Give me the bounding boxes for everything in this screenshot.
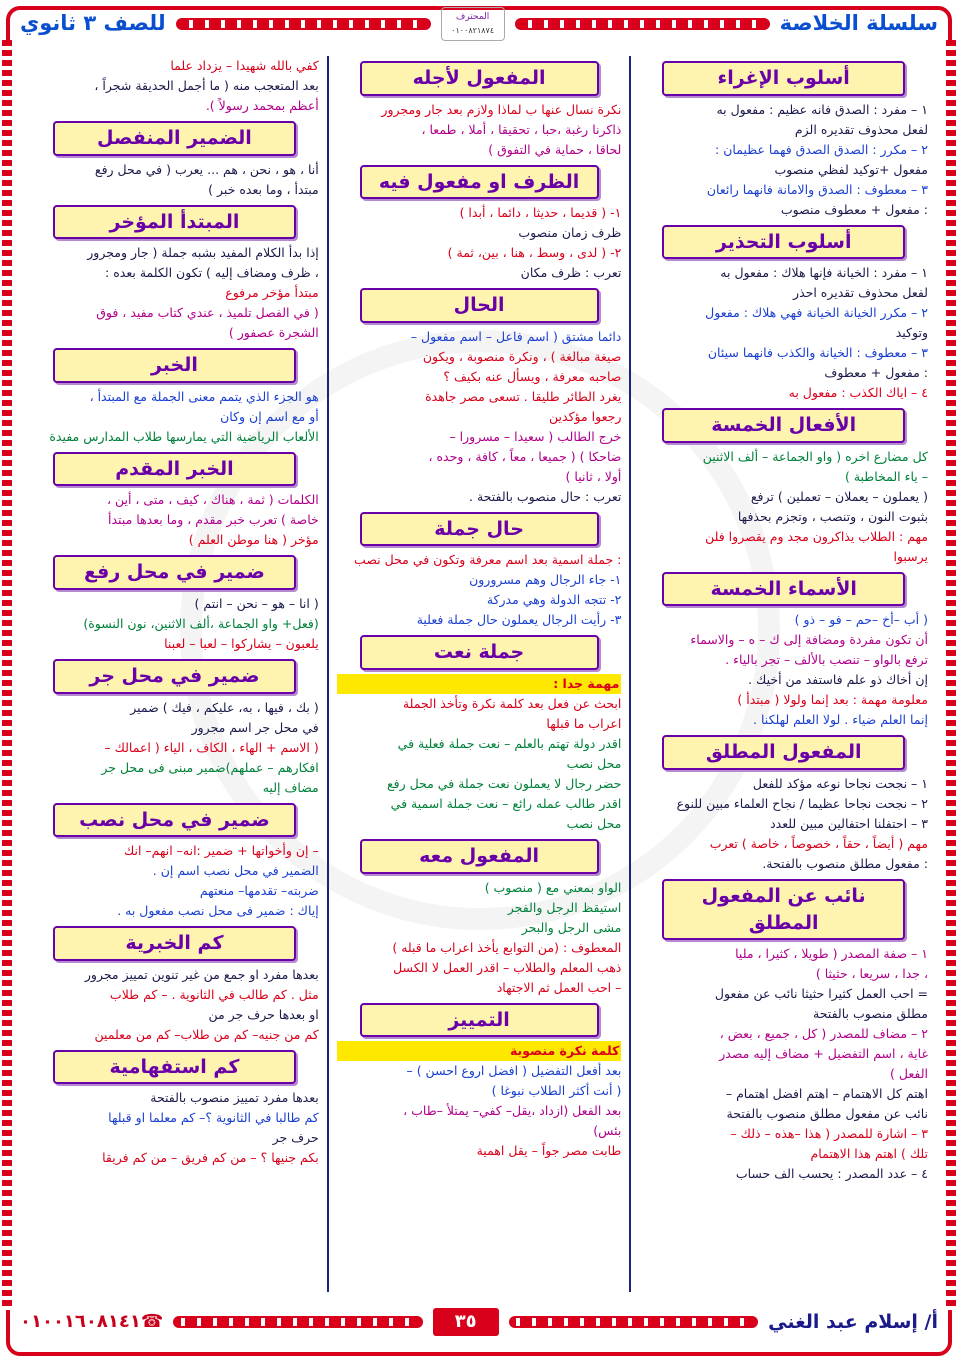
right-chain-border	[946, 40, 956, 1310]
footer-bar-left	[173, 1316, 422, 1328]
text-line: كم من جنيه– كم من طلاب– كم من معلمين	[94, 1026, 319, 1042]
text-line: الكلمات ( ثمة ، هناك ، كيف ، متى ، أين ،	[106, 492, 319, 508]
text-line: ٣ – معطوف : الصدق والامانة فانهما رائعان	[706, 181, 928, 197]
text-line: ١ – صفة المصدر ( طويلا ، كثيرا ، مليا	[735, 946, 928, 962]
section-title-dharf: الظرف او مفعول فيه	[360, 165, 599, 200]
text-line: مهم : الطلاب يذاكرون مجد وم يقصروا فلن	[705, 528, 928, 544]
text-line: تعرب : حال منصوب بالفتحة .	[469, 488, 622, 504]
text-line: بثبوت النون ، وتنصب ، وتجزم بحذفها	[737, 508, 928, 524]
footer-bar-right	[509, 1316, 758, 1328]
text-line: حرف جر	[272, 1130, 319, 1146]
important-note: مهمة جدا :	[337, 674, 622, 694]
text-line: رجعوا مؤكدين	[549, 408, 622, 424]
text-line: ٢ – نجحت نجاحا عظيما / نجاح العلماء مبين للنوع	[676, 795, 928, 811]
text-line: ( في الفصل تلميذ ، عندي كتاب مفيد ، فوق	[96, 305, 319, 321]
text-line: ١- ( قديما ، حديثا ، دائما ، أبدا )	[459, 205, 622, 221]
text-line: مفعول +توكيد لفظي منصوب	[774, 161, 928, 177]
text-line: – ياء المخاطبة )	[844, 468, 928, 484]
section-naat	[337, 674, 622, 834]
text-line: – إن وأخواتها + ضمير :انه– انهم– انك	[123, 843, 319, 859]
text-line: غاية ، اسم التفضيل + مضاف إليه مصدر	[719, 1046, 928, 1062]
text-line: كل مضارع اخره ( واو الجماعة – ألف الاثنين	[702, 448, 928, 464]
section-title-tahdheer: أسلوب التحذير	[662, 225, 904, 260]
text-line: لفعل محذوف تقديره احذر	[793, 285, 928, 301]
text-line: : مفعول + معطوف	[824, 365, 928, 381]
section-title-ighraa: أسلوب الإغراء	[662, 61, 904, 96]
page-footer	[20, 1304, 938, 1340]
text-line: اقدر دولة تهتم بالعلم – نعت جملة فعلية في	[397, 735, 622, 751]
text-line: ٢- ( لدى ، وسط ، هنا ، بين، ثمة )	[447, 245, 622, 261]
text-line: ٣ – اشارة للمصدر ( هذا –هذه – ذلك –	[730, 1126, 928, 1142]
text-line: ضاحكا ) ( جميعا ، معاً ، كافة ، وحده ،	[428, 448, 622, 464]
text-line: الفعل )	[890, 1066, 928, 1082]
section-haljumla	[337, 550, 622, 630]
text-line: = احب العمل كثيرا حثيثا نائب عن مفعول	[714, 986, 928, 1002]
text-line: أولا ، ثانيا )	[565, 468, 622, 484]
logo-number: ٠١٠٠٨٢١٨٧٤	[451, 25, 495, 35]
text-line: هو الجزء الذي يتمم معنى الجملة مع المبتدأ ،	[89, 388, 319, 404]
text-line: معلومة مهمة : بعد إنما ولولا ( مبتدأ )	[737, 692, 928, 708]
section-title-ajlih: المفعول لأجله	[360, 61, 599, 96]
section-naeb	[639, 944, 928, 1184]
section-raf	[30, 594, 319, 654]
text-line: افكارهم – عملهم)ضمير مبنى فى محل جر	[101, 759, 319, 775]
section-title-nasb: ضمير في محل نصب	[53, 803, 295, 838]
class-title: للصف ٣ ثانوي	[19, 11, 166, 36]
text-line: أنا ، هو ، نحن ، هم ... يعرب ( في محل رفع	[94, 161, 319, 177]
phone-number: ☎٠١٠٠١٦٠٨١٤١	[19, 1310, 164, 1332]
text-line: تلك ) اهتم هذا الاهتمام	[810, 1146, 928, 1162]
section-title-naat: جملة نعت	[360, 635, 599, 670]
text-line: استيقظ الرجل والفجر	[507, 899, 622, 915]
section-khabariya	[30, 965, 319, 1045]
text-line: صاحبه معرفة ، ويسأل عنه بكيف ؟	[443, 368, 622, 384]
logo	[441, 7, 505, 41]
text-line: محل نصب	[566, 755, 622, 771]
text-line: اهتم كل الاهتمام – اهتم افضل اهتمام –	[725, 1086, 928, 1102]
text-line: وتوكيد	[895, 325, 928, 341]
section-title-asmaa: الأسماء الخمسة	[662, 572, 904, 607]
middle-column	[327, 56, 632, 1292]
text-line: المعطوف : (من التوابع يأخذ اعراب ما قبله )	[392, 939, 622, 955]
text-line: بعد أفعل التفضيل ( افضل اروع احسن ) –	[406, 1063, 622, 1079]
text-line: ١- جاء الرجال وهم مسرورون	[469, 572, 622, 588]
author-name: أ/ إسلام عبد الغني	[768, 1310, 938, 1333]
series-title: سلسلة الخلاصة	[779, 11, 938, 36]
text-line: صيغة مبالغة ) ، ونكرة منصوبة ، ويكون	[422, 348, 622, 364]
section-tamyeez	[337, 1041, 622, 1161]
section-ighraa	[639, 100, 928, 220]
important-note: كلمة نكرة منصوبة	[337, 1041, 622, 1061]
page-header	[20, 6, 938, 42]
section-khabar	[30, 387, 319, 447]
text-line: ١ – مفرد : الصدق فانه عظيم : مفعول به	[716, 101, 928, 117]
section-asmaa	[639, 610, 928, 730]
section-title-muqaddam: الخبر المقدم	[53, 452, 295, 487]
text-line: ( أب –أخ –حم – فو – ذو )	[794, 612, 928, 628]
text-line: إنما العلم ضياء . لولا العلم لهلكنا .	[753, 712, 928, 728]
text-line: محل نصب	[566, 815, 622, 831]
left-column	[22, 56, 327, 1292]
section-afaal	[639, 447, 928, 567]
text-line: مطلق منصوب بالفتحة	[813, 1006, 928, 1022]
section-title-muakhar: المبتدأ المؤخر	[53, 205, 295, 240]
content-columns	[22, 56, 936, 1292]
text-line: حضر رجال لا يعملون نعت جملة في محل رفع	[386, 775, 622, 791]
header-bar-right	[515, 18, 770, 30]
section-munfasil	[30, 160, 319, 200]
text-line: دائما مشتق ( اسم فاعل – اسم مفعول –	[410, 328, 622, 344]
text-line: مثل . كم طالب في الثانوية . – كم طلاب	[109, 986, 319, 1002]
text-line: ١ – نجحت نجاحا نوعه مؤكد للفعل	[752, 775, 928, 791]
text-line: يلعبون – يشاركوا – لعبا – لعبنا	[164, 635, 319, 651]
section-title-mutlaq: المفعول المطلق	[662, 735, 904, 770]
section-title-tamyeez: التمييز	[360, 1003, 599, 1038]
section-title-maah: المفعول معه	[360, 839, 599, 874]
text-line: الضمير في محل نصب اسم إن .	[152, 863, 319, 879]
section-title-afaal: الأفعال الخمسة	[662, 408, 904, 443]
text-line: طابت مصر جواً – يقل اهمية	[476, 1143, 622, 1159]
text-line: مبتدأ مؤخر مرفوع	[225, 285, 319, 301]
text-line: ٣- رأيت الرجال يعملون حال جملة فعلية	[416, 612, 622, 628]
section-ajlih	[337, 100, 622, 160]
text-line: بئس)	[593, 1123, 622, 1139]
text-line: ، ظرف ومضاف إليه ) تكون الكلمة بعده :	[105, 265, 319, 281]
text-line: : جملة اسمية بعد اسم معرفة وتكون في محل نصب	[354, 552, 622, 568]
text-line: كفي بالله شهيدا – يزداد علما	[170, 58, 319, 73]
text-line: إن أخاك ذو علم فاستفد من أخيك .	[748, 672, 928, 688]
text-line: خرج الطالب ( سعيدا – مسرورا –	[449, 428, 622, 444]
text-line: بعد الفعل (ازداد ،يقل– كفي– يمتلأ –طاب ،	[403, 1103, 622, 1119]
text-line: مبتدأ ، وما بعده خبر )	[208, 181, 319, 197]
text-line: الشجرة عصفور )	[228, 325, 319, 341]
text-line: ( أنت أكثر الطلاب نبوغا )	[491, 1083, 622, 1099]
section-title-hal: الحال	[360, 288, 599, 323]
logo-text: المحترف	[456, 12, 490, 23]
section-title-munfasil: الضمير المنفصل	[53, 121, 295, 156]
text-line: لحاقا ، حماية في التفوق )	[488, 141, 622, 157]
text-line: : مفعول مطلق منصوب بالفتحة.	[762, 855, 928, 871]
text-line: (فعل+ واو الجماعة ،ألف الاثنين، نون النسوة)	[83, 615, 319, 631]
text-line: ( يعملون – يعملان – تعملين ) ترفع	[750, 488, 928, 504]
text-line: بعدها مفرد او جمع من غير تنوين تمييز مجرور	[84, 966, 319, 982]
text-line: مؤخر ( هنا موطن العلم )	[188, 532, 319, 548]
section-tahdheer	[639, 263, 928, 403]
page-number: ٣٥	[433, 1308, 499, 1337]
left-chain-border	[2, 40, 12, 1310]
text-line: مضاف إليه	[262, 779, 319, 795]
text-line: : مفعول + معطوف منصوب	[780, 201, 928, 217]
text-line: بكم جنيها ؟ – من كم فريق – من كم فريقا	[102, 1150, 319, 1166]
text-line: ٤ – عدد المصدر : يحسب الف حساب	[735, 1166, 928, 1182]
text-line: ٤ – اياك الكذب : مفعول به	[788, 385, 928, 401]
text-line: ظرف زمان منصوب	[518, 225, 622, 241]
text-line: خاصة ) تعرب خبر مقدم ، وما بعدها مبتدأ	[108, 512, 319, 528]
text-line: ترفع بالواو – تنصب بالألف – تجر بالياء .	[725, 652, 928, 668]
section-jar	[30, 698, 319, 798]
text-line: – احب العمل ثم الاجتهاد	[496, 979, 622, 995]
text-line: في محل جر اسم مجرور	[191, 719, 319, 735]
text-line: أعظم بمحمد رسولاً ).	[205, 98, 319, 113]
right-column	[631, 56, 936, 1292]
text-line: يرسبوا	[893, 548, 928, 564]
text-line: ذهب المعلم والطلاب – اقدر العمل لا الكسل	[393, 959, 622, 975]
section-title-raf: ضمير في محل رفع	[53, 555, 295, 590]
section-istifham	[30, 1088, 319, 1168]
text-line: ٢- تتجه الدولة وهي مدركة	[486, 592, 622, 608]
text-line: إذا بدأ الكلام المفيد بشبه جملة ( جار ومجرور	[87, 245, 319, 261]
text-line: ( الاسم + الهاء ، الكاف ، الياء ( اعمالك –	[104, 739, 319, 755]
text-line: نكرة نسال عنها ب لماذا ولازم بعد جار ومجرور	[381, 101, 622, 117]
text-line: لفعل محذوف تقديره الزم	[794, 121, 928, 137]
text-line: ( انا – هو – نحن – انتم )	[194, 595, 319, 611]
text-line: إياك : ضمير فى محل نصب مفعول به .	[117, 903, 319, 919]
text-line: ٢ – مضاف للمصدر ( كل ، جميع ، بعض ،	[719, 1026, 928, 1042]
text-line: ذاكرنا رغبة ،حبا ، تحقيقا ، أملا ، طمعا ،	[421, 121, 622, 137]
text-line: ، جدا ، سريعا ، حثيثا )	[815, 966, 928, 982]
text-line: بعدها مفرد تمييز منصوب بالفتحة	[150, 1090, 319, 1106]
text-line: يغرد الطائر طليقا . تسعى مصر جاهدة	[425, 388, 622, 404]
text-line: ١ – مفرد : الخيانة فإنها هلاك : مفعول به	[720, 265, 928, 281]
text-line: أو مع اسم إن وكان	[220, 408, 319, 424]
text-line: مشى الرجل والبحر	[521, 919, 622, 935]
section-title-khabariya: كم الخبرية	[53, 926, 295, 961]
text-line: اعراب ما قبلها	[546, 715, 622, 731]
section-nasb	[30, 841, 319, 921]
text-line: ابحث عن فعل بعد كلمة نكرة وتأخذ الجملة	[402, 695, 622, 711]
section-title-istifham: كم استفهامية	[53, 1050, 295, 1085]
section-title-haljumla: حال جملة	[360, 512, 599, 547]
header-bar-left	[176, 18, 431, 30]
text-line: اقدر طالب عمله رائع – نعت جملة اسمية في	[390, 795, 622, 811]
text-line: ضربته– تقدمها– منعتهم	[199, 883, 319, 899]
text-line: ٢ – مكرر : الصدق الصدق فهما عظيمان :	[715, 141, 928, 157]
section-muakhar	[30, 243, 319, 343]
text-line: كم طالبا في الثانوية ؟– كم معلما او قبلها	[108, 1110, 319, 1126]
text-line: ٣ – معطوف : الخيانة والكذب فانهما سيئان	[707, 345, 928, 361]
text-line: او بعدها حرف جر من	[208, 1006, 319, 1022]
text-line: تعرب : ظرف مكان	[520, 265, 622, 281]
section-dharf	[337, 203, 622, 283]
text-line: مهم ( أيضاً ، حقاً ، خصوصاً ، خاصة ) تعرب	[709, 835, 928, 851]
section-mutlaq	[639, 774, 928, 874]
text-line: نائب عن مفعول مطلق منصوب بالفتحة	[726, 1106, 928, 1122]
text-line: ٢ – مكرر الخيانة الخيانة فهي هلاك : مفعول	[705, 305, 928, 321]
section-title-khabar: الخبر	[53, 348, 295, 383]
section-muqaddam	[30, 490, 319, 550]
text-line: الألعاب الرياضية التي يمارسها طلاب المدارس مفيدة	[49, 428, 319, 444]
text-line: الواو بمعني مع ( منصوب )	[484, 879, 622, 895]
section-tamyeez-continued	[30, 56, 319, 116]
section-hal	[337, 327, 622, 507]
section-title-naeb: نائب عن المفعول المطلق	[662, 879, 904, 940]
section-title-jar: ضمير في محل جر	[53, 659, 295, 694]
text-line: أن تكون مفردة ومضافة إلى ك – ه – والاسماء	[690, 632, 928, 648]
text-line: بعد المتعجب منه ( ما أجمل الحديقة شجراً ،	[94, 78, 319, 93]
section-maah	[337, 878, 622, 998]
text-line: ( بك ، فيها ، به، عليكم ، فيك ) ضمير	[130, 699, 319, 715]
text-line: ٣ – احتفلنا احتفالين مبين للعدد	[770, 815, 928, 831]
